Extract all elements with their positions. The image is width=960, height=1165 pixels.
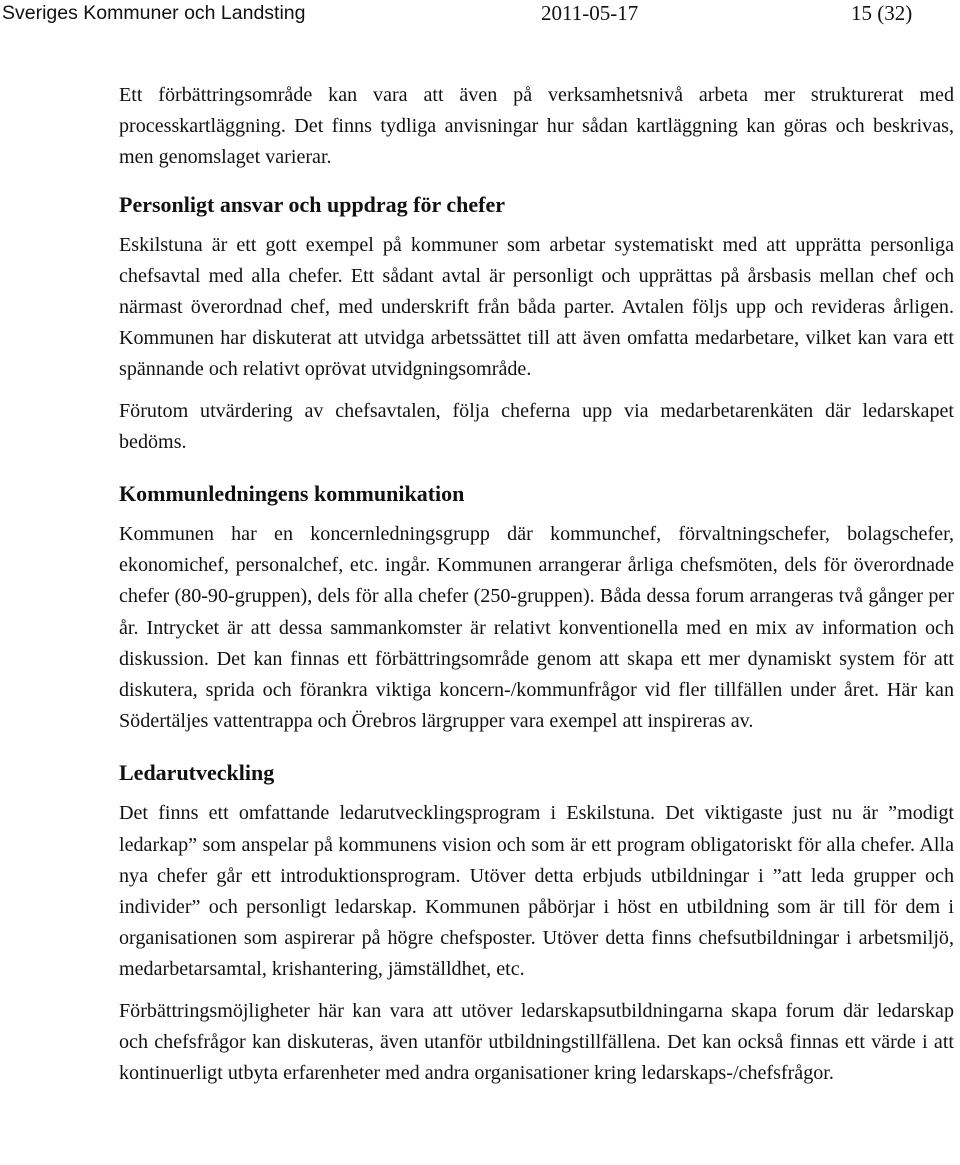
paragraph-forbattringsmojligheter: Förbättringsmöjligheter här kan vara att utöver ledarskapsutbildningarna skapa forum där ledarskap och chefsfrågor kan diskuteras, även utanför utbildningstillfällena. Det kan också finnas ett värde i att kontinuerligt utbyta erfarenheter med andra organisationer kring ledarskaps-/chefsfrågor. <box>119 999 954 1085</box>
document-body <box>119 80 954 1089</box>
page-header <box>0 0 960 30</box>
intro-paragraph: Ett förbättringsområde kan vara att även på verksamhetsnivå arbeta mer strukturerat med processkartläggning. Det finns tydliga anvisningar hur sådan kartläggning kan göras och beskrivas, men genomslaget varierar. <box>119 84 954 169</box>
section-heading-personligt-ansvar: Personligt ansvar och uppdrag för chefer <box>119 191 505 217</box>
header-organization: Sveriges Kommuner och Landsting <box>2 2 306 24</box>
paragraph-koncernledningsgrupp: Kommunen har en koncernledningsgrupp där kommunchef, förvaltningschefer, bolagschefer, ekonomichef, personalchef, etc. ingår. Kommunen arrangerar årliga chefsmöten, dels för överordnade chefer (80-90-gruppen), dels för alla chefer (250-gruppen). Båda dessa forum arrangeras två gånger per år. Intrycket är att dessa sammankomster är relativt konventionella med en mix av information och diskussion. Det kan finnas ett förbättringsområde genom att skapa ett mer dynamiskt system för att diskutera, sprida och förankra viktiga koncern-/kommunfrågor vid fler tillfällen under året. Här kan Södertäljes vattentrappa och Örebros lärgrupper vara exempel att inspireras av. <box>119 523 954 733</box>
paragraph-medarbetarenkat: Förutom utvärdering av chefsavtalen, följa cheferna upp via medarbetarenkäten där ledarskapet bedöms. <box>119 399 954 453</box>
paragraph-chefsavtal: Eskilstuna är ett gott exempel på kommuner som arbetar systematiskt med att upprätta personliga chefsavtal med alla chefer. Ett sådant avtal är personligt och upprättas på årsbasis mellan chef och närmast överordnad chef, med underskrift från båda parter. Avtalen följs upp och revideras årligen. Kommunen har diskuterat att utvidga arbetssättet till att även omfatta medarbetare, vilket kan vara ett spännande och relativt oprövat utvidgningsområde. <box>119 233 954 381</box>
header-date: 2011-05-17 <box>541 1 639 25</box>
section-heading-ledarutveckling: Ledarutveckling <box>119 760 275 786</box>
header-page-number: 15 (32) <box>851 1 913 25</box>
paragraph-ledarutvecklingsprogram: Det finns ett omfattande ledarutvecklingsprogram i Eskilstuna. Det viktigaste just nu är ”modigt ledarkap” som anspelar på kommunens vision och som är ett program obligatoriskt för alla chefer. Alla nya chefer går ett introduktionsprogram. Utöver detta erbjuds utbildningar i ”att leda grupper och individer” och personligt ledarskap. Kommunen påbörjar i höst en utbildning som är till för dem i organisationen som aspirerar på högre chefsposter. Utöver detta finns chefsutbildningar i arbetsmiljö, medarbetarsamtal, krishantering, jämställdhet, etc. <box>119 802 954 981</box>
section-heading-kommunledningens-kommunikation: Kommunledningens kommunikation <box>119 481 465 507</box>
